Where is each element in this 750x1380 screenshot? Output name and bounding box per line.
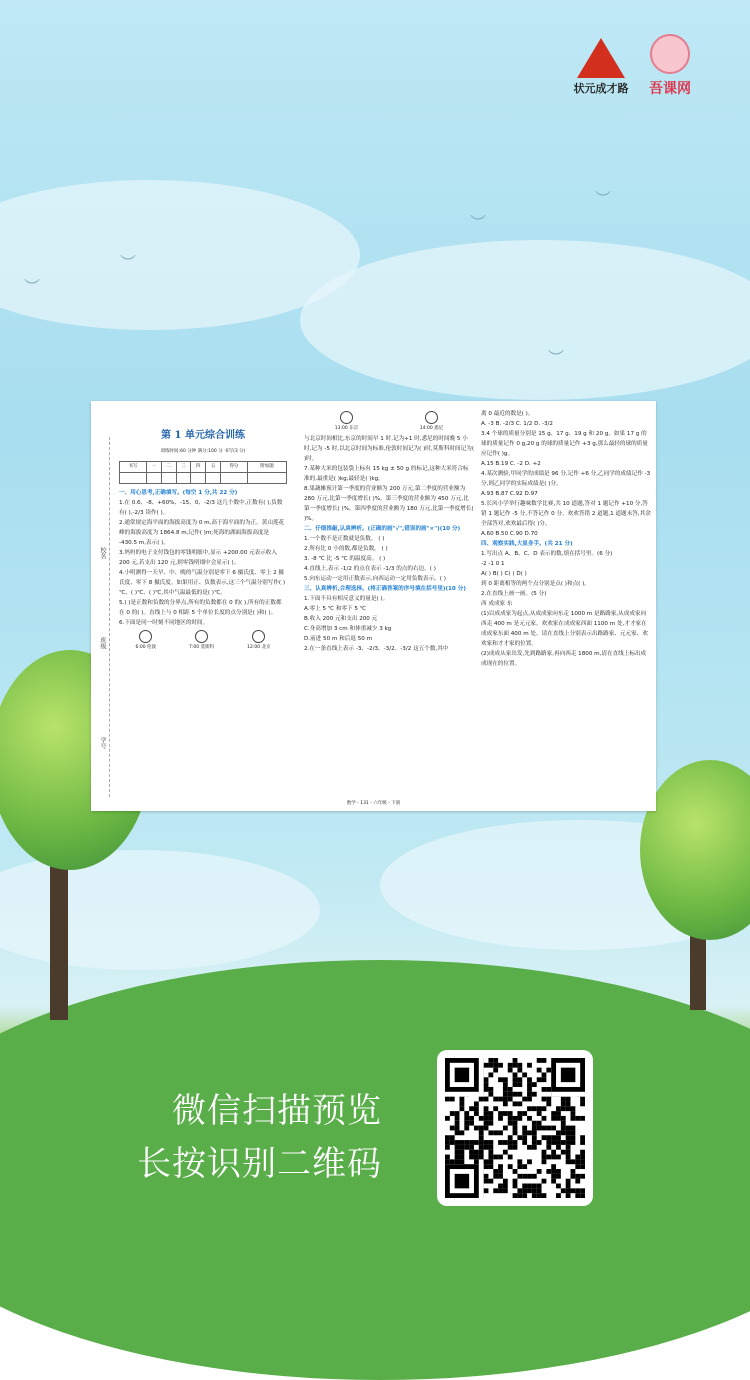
zhuangyuan-logo [572, 38, 630, 96]
column-1-body [119, 488, 287, 628]
column-1 [119, 409, 287, 653]
clock [189, 630, 214, 653]
question-text: A. -3 B. -2/3 C. 1/2 D. -3/2 [481, 421, 553, 427]
clock-row [304, 411, 474, 434]
question-text: 2.通常规定海平面的海拔高度为 0 m,高于海平面的为正。黄山莲花峰的海拔高度为 1864.8 m,记作( )m;死海的湖面海拔高度是 -430.5 m,表示( )。 [119, 520, 285, 546]
question-text: D.前进 50 m 和后退 50 m [304, 636, 373, 642]
worksheet-preview [91, 401, 656, 811]
question-text: 5.向东运动一定用正数表示,向西运动一定用负数表示。( ) [304, 576, 446, 582]
score-header: 书写 [120, 462, 147, 473]
logo-text: 状元成才路 [573, 82, 629, 95]
clock-face-icon [195, 630, 208, 643]
clock-label: 12:00 北京 [247, 645, 271, 650]
question-text: (2)成成从家出发,先到路路家,再向西走 1800 m,请在直线上标出成成现在的位置。 [481, 651, 647, 667]
question-text: 3.4 个球的质量分别是 15 g、17 g、19 g 和 20 g。如果 17 g 的球的质量记作 0 g,20 g 的球的质量记作 +3 g,那么最轻的球的质量应记作( )g。 [481, 431, 648, 457]
section-heading: 三、认真辨析,合理选择。(将正确答案的序号填在括号里)(10 分) [304, 586, 466, 592]
question-text: B.收入 200 元和支出 200 元 [304, 616, 378, 622]
clock-face-icon [252, 630, 265, 643]
logo-text: 吾课网 [649, 81, 691, 97]
qr-code-icon [445, 1058, 585, 1198]
question-text: A( ) B( ) C( ) D( ) [481, 571, 527, 577]
question-text: 4.小明测得一天早、中、晚的气温分别是零下 6 摄氏度、零上 2 摄氏度、零下 8 摄氏度。如果用正、负数表示,这三个气温分别写作( )℃、( )℃、( )℃,其中气温最低的是( )℃。 [119, 570, 286, 596]
clock-row [119, 630, 287, 653]
column-2 [304, 409, 474, 654]
section-heading: 一、用心思考,正确填写。(每空 1 分,共 22 分) [119, 490, 238, 496]
clock [420, 411, 443, 434]
cta-long-press: 长按识别二维码 [137, 1144, 382, 1184]
question-text: 1.一个数不是正数就是负数。 ( ) [304, 536, 385, 542]
clock [335, 411, 358, 434]
clock-label: 7:00 莫斯科 [189, 645, 215, 650]
wookey-logo [640, 34, 700, 98]
score-cell [120, 473, 147, 484]
question-text: 2.在一条直线上表示 -3、-2/3、-3/2、-3/2 这五个数,其中 [304, 646, 449, 652]
question-text: 5.长风小学举行趣味数学比赛,共 10 道题,答对 1 题记作 +10 分,答错 1 题记作 -5 分,不答记作 0 分。欢欢答错 2 道题,1 道题未答,其余全部答对,欢欢最后得( )分。 [481, 501, 651, 527]
score-header: 附加题 [247, 462, 286, 473]
question-text: 3.妈妈的电子支付钱包的零钱明细中,显示 +200.00 元表示收入 200 元,若支出 120 元,则零钱明细中会显示( )。 [119, 550, 277, 566]
clock [247, 630, 270, 653]
page-footer: 数学 - 131 - 六年级 - 下册 [346, 801, 401, 806]
question-text: 1.下面不具有相反意义的量是( )。 [304, 596, 389, 602]
question-text: A.60 B.50 C.90 D.70 [481, 531, 538, 537]
worksheet-title: 第 1 单元综合训练 [161, 430, 245, 441]
score-header: 一 [146, 462, 161, 473]
question-text: A.93 B.87 C.92 D.97 [481, 491, 538, 497]
question-text: 与北京时间相比,东京的时间早 1 时,记为+1 时,悉尼的时间晚 5 小时,记为 -5 时,以北京时间为标准,伦敦时间记为( )时,莫斯科时间记为( )时。 [304, 436, 475, 462]
question-text: 6.下面是同一时刻不同地区的时间。 [119, 620, 209, 626]
score-header: 二 [161, 462, 176, 473]
clock-face-icon [340, 411, 353, 424]
question-text: 1.写出点 A、B、C、D 表示的数,填在括号里。(6 分) [481, 551, 613, 557]
question-text: 1.在 0.6、-8、+60%、-15、0、-2/3 这几个数中,正数有( ),负数有( ),-2/3 读作( )。 [119, 500, 283, 516]
bird-icon: ︶ [548, 348, 565, 367]
question-text: 3. -8 ℃ 比 -5 ℃ 的温度高。 ( ) [304, 556, 386, 562]
strip-label: 校名 [99, 547, 106, 559]
score-cell [191, 473, 206, 484]
clock-label: 6:00 伦敦 [135, 645, 157, 650]
bird-icon: ︶ [470, 213, 487, 232]
question-text: 2.在直线上画一画。(5 分) [481, 591, 547, 597]
score-header: 得分 [220, 462, 247, 473]
score-cell [161, 473, 176, 484]
column-2-body [304, 434, 474, 654]
column-3 [481, 409, 651, 669]
section-heading: 四、观察实践,大显身手。(共 21 分) [481, 541, 573, 547]
question-text: 4.某次测验,甲同学的成绩是 96 分,记作 +6 分,乙同学的成绩记作 -3 分,则乙同学的实际成绩是( )分。 [481, 471, 651, 487]
question-text: 4.直线上,表示 -1/2 的点在表示 -1/3 的点的右边。( ) [304, 566, 436, 572]
pig-mascot-icon [650, 34, 690, 74]
bird-icon: ︶ [24, 277, 41, 296]
clock-label: 13:00 东京 [334, 426, 359, 431]
question-text: A.15 B.19 C. -2 D. +2 [481, 461, 541, 467]
bird-icon: ︶ [120, 253, 137, 272]
question-text: 5.( )是正数和负数的分界点,所有的负数都在 0 的( ),所有的正数都在 0 的( )。直线上与 0 相距 5 个单位长度的点分别是( )和( )。 [119, 600, 282, 616]
score-cell [176, 473, 191, 484]
cta-scan-preview: 微信扫描预览 [172, 1091, 382, 1131]
score-header: 四 [191, 462, 206, 473]
question-text: -2 -1 0 1 [481, 561, 505, 567]
section-heading: 二、仔细推敲,认真辨析。(正确的画"√",错误的画"×")(10 分) [304, 526, 461, 532]
question-text: 8.果蔬摊预计第一季度的营业额为 200 万元,第二季度的营业额为 280 万元,比第一季度增长( )%。第三季度的营业额为 450 万元,比第一季度增长( )%。第四季度的营业额为 180 万元,比第一季度增长( )%。 [304, 486, 474, 522]
clock-face-icon [139, 630, 152, 643]
question-text: A.零上 5 ℃ 和零下 5 ℃ [304, 606, 367, 612]
clock-face-icon [425, 411, 438, 424]
student-info-strip [95, 437, 110, 797]
clock [136, 630, 157, 653]
score-cell [247, 473, 286, 484]
clock-label: 14:00 悉尼 [419, 426, 444, 431]
question-text: 西 成成家 东 [481, 601, 513, 607]
score-header: 三 [176, 462, 191, 473]
score-cell [146, 473, 161, 484]
triangle-logo-icon [577, 38, 625, 78]
column-3-body [481, 409, 651, 669]
strip-label: 班级 [99, 637, 106, 649]
worksheet-meta: 训练时间:60 分钟 满分:100 分 书写(3 分) [160, 449, 246, 454]
question-text: C.身高增加 3 cm 和体重减少 3 kg [304, 626, 392, 632]
question-text: 7.某种大米的包装袋上标有 15 kg ± 50 g 的标记,这种大米符合标准的,最重是( )kg,最轻是( )kg。 [304, 466, 469, 482]
score-cell [220, 473, 247, 484]
qr-code[interactable] [437, 1050, 593, 1206]
score-table [119, 461, 287, 484]
question-text: (1)以成成家为起点,从成成家向东走 1000 m 是路路家,从成成家向西走 400 m 是元元家。欢欢家在成成家西面 1100 m 处,才才家在成成家东面 400 m 处。请在直线上分别表示出路路家、元元家、欢欢家和才才家的位置。 [481, 611, 648, 647]
score-header: 五 [206, 462, 221, 473]
score-cell [206, 473, 221, 484]
question-text: 2.所有比 0 小的数,都是负数。 ( ) [304, 546, 388, 552]
bird-icon: ︶ [595, 189, 612, 208]
strip-label: 学号 [99, 737, 106, 749]
question-text: 到 0 距离相等的两个点分别是点( )和点( )。 [481, 581, 590, 587]
question-text: 离 0 最近的数是( )。 [481, 411, 534, 417]
